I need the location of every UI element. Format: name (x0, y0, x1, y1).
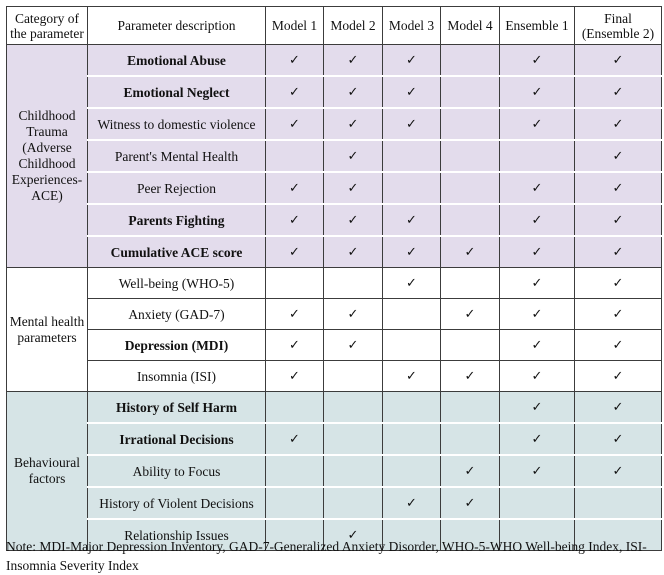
parameter-cell: Well-being (WHO-5) (88, 268, 266, 299)
parameter-cell: Cumulative ACE score (88, 236, 266, 268)
checkmark-cell: ✓ (575, 76, 662, 108)
checkmark-cell: ✓ (575, 45, 662, 77)
checkmark-cell: ✓ (266, 330, 324, 361)
checkmark-cell: ✓ (441, 487, 500, 519)
header-model-1: Model 1 (266, 7, 324, 45)
checkmark-cell: ✓ (500, 204, 575, 236)
empty-cell (441, 204, 500, 236)
header-final: Final (Ensemble 2) (575, 7, 662, 45)
checkmark-cell: ✓ (324, 140, 383, 172)
checkmark-cell: ✓ (575, 108, 662, 140)
empty-cell (500, 487, 575, 519)
header-description: Parameter description (88, 7, 266, 45)
empty-cell (441, 76, 500, 108)
checkmark-cell: ✓ (500, 45, 575, 77)
checkmark-cell: ✓ (500, 455, 575, 487)
table-body (7, 45, 662, 551)
empty-cell (441, 140, 500, 172)
empty-cell (383, 392, 441, 424)
parameter-cell: Emotional Neglect (88, 76, 266, 108)
parameter-cell: Ability to Focus (88, 455, 266, 487)
table-row (7, 140, 662, 172)
empty-cell (266, 392, 324, 424)
empty-cell (266, 487, 324, 519)
parameter-cell: Parents Fighting (88, 204, 266, 236)
parameter-cell: Depression (MDI) (88, 330, 266, 361)
empty-cell (324, 487, 383, 519)
header-row (7, 7, 662, 45)
empty-cell (383, 172, 441, 204)
checkmark-cell: ✓ (500, 76, 575, 108)
empty-cell (266, 140, 324, 172)
table-row (7, 76, 662, 108)
empty-cell (324, 392, 383, 424)
checkmark-cell: ✓ (575, 361, 662, 392)
checkmark-cell: ✓ (575, 204, 662, 236)
checkmark-cell: ✓ (441, 361, 500, 392)
table-row (7, 361, 662, 392)
parameter-cell: Witness to domestic violence (88, 108, 266, 140)
table-row (7, 392, 662, 424)
checkmark-cell: ✓ (575, 299, 662, 330)
table-row (7, 45, 662, 77)
header-model-2: Model 2 (324, 7, 383, 45)
table-row (7, 268, 662, 299)
parameter-cell: Peer Rejection (88, 172, 266, 204)
empty-cell (441, 423, 500, 455)
empty-cell (441, 392, 500, 424)
table-row (7, 204, 662, 236)
table-row (7, 487, 662, 519)
checkmark-cell: ✓ (575, 330, 662, 361)
empty-cell (324, 361, 383, 392)
parameter-cell: Anxiety (GAD-7) (88, 299, 266, 330)
empty-cell (575, 487, 662, 519)
checkmark-cell: ✓ (500, 299, 575, 330)
table-row (7, 423, 662, 455)
checkmark-cell: ✓ (266, 108, 324, 140)
checkmark-cell: ✓ (500, 330, 575, 361)
checkmark-cell: ✓ (266, 45, 324, 77)
header-model-3: Model 3 (383, 7, 441, 45)
checkmark-cell: ✓ (383, 268, 441, 299)
checkmark-cell: ✓ (500, 361, 575, 392)
category-cell: Childhood Trauma (Adverse Childhood Experiences- ACE) (7, 45, 88, 268)
empty-cell (500, 140, 575, 172)
parameter-model-table (6, 6, 662, 551)
header-ensemble-1: Ensemble 1 (500, 7, 575, 45)
checkmark-cell: ✓ (266, 172, 324, 204)
empty-cell (441, 330, 500, 361)
parameter-cell: Relationship Issues (88, 519, 266, 551)
checkmark-cell: ✓ (575, 268, 662, 299)
empty-cell (324, 455, 383, 487)
checkmark-cell: ✓ (383, 487, 441, 519)
empty-cell (324, 423, 383, 455)
empty-cell (266, 455, 324, 487)
parameter-cell: Irrational Decisions (88, 423, 266, 455)
parameter-cell: Emotional Abuse (88, 45, 266, 77)
checkmark-cell: ✓ (324, 108, 383, 140)
checkmark-cell: ✓ (500, 172, 575, 204)
checkmark-cell: ✓ (324, 299, 383, 330)
table-note: Note: MDI-Major Depression Inventory, GAD-7-Generalized Anxiety Disorder, WHO-5-WHO Well-being Index, ISI-Insomnia Severity Index (6, 539, 647, 573)
checkmark-cell: ✓ (500, 268, 575, 299)
parameter-cell: Parent's Mental Health (88, 140, 266, 172)
table-row (7, 330, 662, 361)
checkmark-cell: ✓ (266, 361, 324, 392)
checkmark-cell: ✓ (441, 455, 500, 487)
checkmark-cell: ✓ (324, 172, 383, 204)
checkmark-cell: ✓ (575, 392, 662, 424)
empty-cell (441, 108, 500, 140)
empty-cell (383, 423, 441, 455)
checkmark-cell: ✓ (441, 299, 500, 330)
checkmark-cell: ✓ (324, 204, 383, 236)
parameter-cell: History of Violent Decisions (88, 487, 266, 519)
checkmark-cell: ✓ (575, 172, 662, 204)
empty-cell (383, 330, 441, 361)
category-cell: Mental health parameters (7, 268, 88, 392)
checkmark-cell: ✓ (324, 519, 383, 551)
checkmark-cell: ✓ (266, 423, 324, 455)
checkmark-cell: ✓ (575, 236, 662, 268)
empty-cell (441, 45, 500, 77)
checkmark-cell: ✓ (383, 361, 441, 392)
checkmark-cell: ✓ (324, 330, 383, 361)
empty-cell (383, 140, 441, 172)
checkmark-cell: ✓ (383, 76, 441, 108)
checkmark-cell: ✓ (500, 392, 575, 424)
table-row (7, 172, 662, 204)
checkmark-cell: ✓ (266, 204, 324, 236)
checkmark-cell: ✓ (266, 76, 324, 108)
empty-cell (383, 455, 441, 487)
parameter-cell: History of Self Harm (88, 392, 266, 424)
empty-cell (266, 268, 324, 299)
checkmark-cell: ✓ (500, 236, 575, 268)
checkmark-cell: ✓ (383, 45, 441, 77)
checkmark-cell: ✓ (575, 455, 662, 487)
table-row (7, 299, 662, 330)
parameter-cell: Insomnia (ISI) (88, 361, 266, 392)
checkmark-cell: ✓ (575, 423, 662, 455)
checkmark-cell: ✓ (324, 45, 383, 77)
checkmark-cell: ✓ (383, 236, 441, 268)
checkmark-cell: ✓ (266, 299, 324, 330)
category-cell: Behavioural factors (7, 392, 88, 551)
empty-cell (441, 172, 500, 204)
header-model-4: Model 4 (441, 7, 500, 45)
checkmark-cell: ✓ (266, 236, 324, 268)
table-row (7, 236, 662, 268)
checkmark-cell: ✓ (575, 140, 662, 172)
empty-cell (324, 268, 383, 299)
header-category: Category of the parameter (7, 7, 88, 45)
checkmark-cell: ✓ (441, 236, 500, 268)
empty-cell (441, 268, 500, 299)
table-row (7, 455, 662, 487)
checkmark-cell: ✓ (383, 108, 441, 140)
checkmark-cell: ✓ (500, 108, 575, 140)
empty-cell (383, 299, 441, 330)
checkmark-cell: ✓ (324, 76, 383, 108)
table-row (7, 108, 662, 140)
checkmark-cell: ✓ (500, 423, 575, 455)
checkmark-cell: ✓ (324, 236, 383, 268)
checkmark-cell: ✓ (383, 204, 441, 236)
